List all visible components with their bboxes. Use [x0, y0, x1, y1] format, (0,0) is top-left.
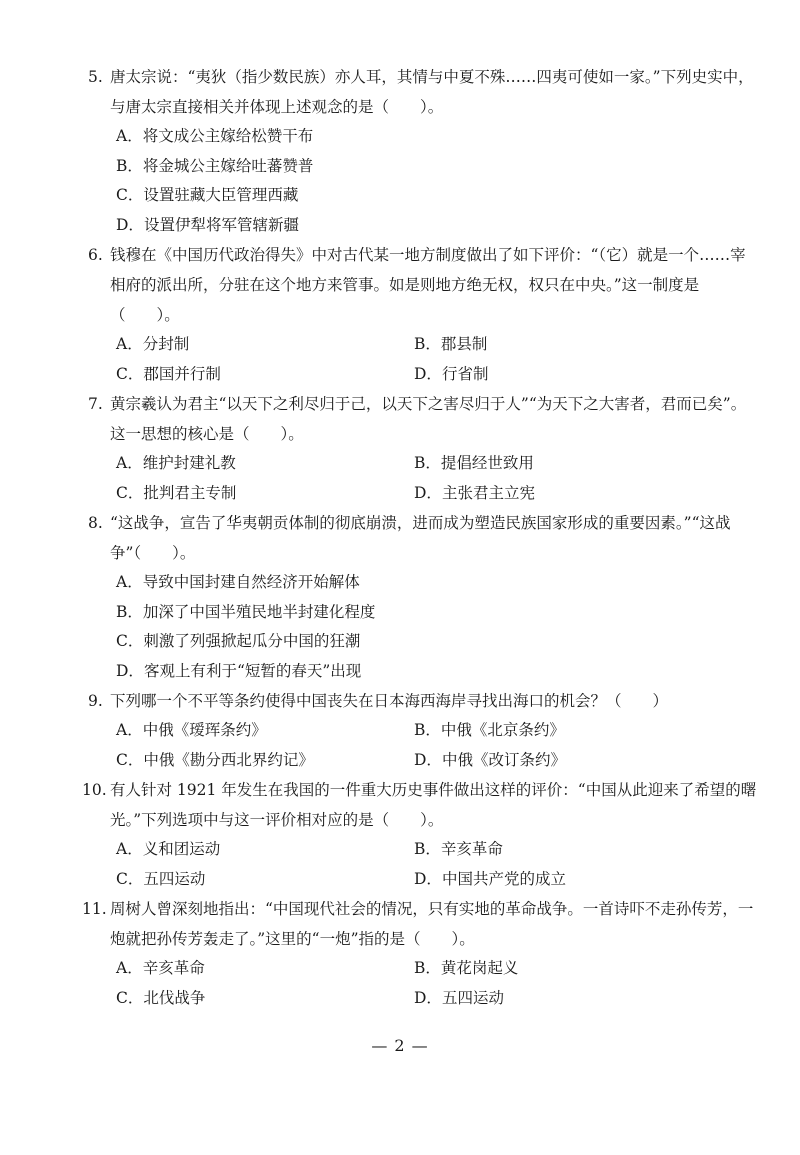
option-d — [116, 657, 758, 687]
option-text: 中俄《改订条约》 — [441, 750, 566, 769]
option-a — [116, 568, 758, 598]
option-text: 将金城公主嫁给吐蕃赞普 — [142, 156, 314, 175]
option-row — [116, 479, 758, 509]
option-row — [116, 211, 758, 241]
option-row — [116, 122, 758, 152]
question-stem — [88, 389, 758, 449]
option-text: 黄花岗起义 — [440, 959, 519, 977]
option-letter: C． — [116, 364, 144, 383]
option-row — [116, 657, 758, 687]
option-row — [116, 152, 758, 182]
option-letter: C． — [116, 869, 144, 888]
option-letter: D． — [116, 215, 144, 234]
option-b — [116, 152, 758, 182]
question-text: 唐太宗说：“夷狄（指少数民族）亦人耳，其情与中夏不殊……四夷可使如一家。”下列史实中，与唐太宗直接相关并体现上述观念的是（ ）。 — [110, 68, 754, 116]
option-text: 辛亥革命 — [440, 840, 503, 858]
option-text: 将文成公主嫁给松赞干布 — [142, 127, 314, 145]
option-row — [116, 360, 758, 390]
option-text: 提倡经世致用 — [440, 454, 534, 472]
option-letter: B． — [116, 602, 143, 621]
option-a — [116, 449, 414, 479]
question-item — [88, 389, 758, 508]
option-c — [116, 627, 758, 657]
option-d — [414, 479, 712, 509]
question-text: “这战争，宣告了华夷朝贡体制的彻底崩溃，进而成为塑造民族国家形成的重要因素。”“这战争”（ ）。 — [110, 514, 731, 562]
option-letter: A． — [116, 454, 143, 472]
option-b — [414, 835, 712, 865]
option-letter: B． — [414, 454, 441, 472]
option-c — [116, 865, 414, 895]
option-text: 中俄《北京条约》 — [440, 721, 565, 739]
option-group — [88, 449, 758, 508]
option-text: 行省制 — [441, 364, 489, 383]
question-stem — [88, 240, 758, 330]
question-stem — [82, 894, 758, 954]
option-row — [116, 865, 758, 895]
question-number: 5. — [88, 68, 103, 86]
option-row — [116, 984, 758, 1014]
option-text: 导致中国封建自然经济开始解体 — [142, 573, 360, 591]
option-row — [116, 330, 758, 360]
option-letter: D． — [414, 869, 442, 888]
option-d — [116, 211, 758, 241]
question-text: 黄宗羲认为君主“以天下之利尽归于己，以天下之害尽归于人”“为天下之大害者，君而已矣”。这一思想的核心是（ ）。 — [110, 395, 747, 443]
option-text: 客观上有利于“短暂的春天”出现 — [143, 661, 362, 680]
option-text: 郡国并行制 — [143, 364, 221, 383]
option-row — [116, 627, 758, 657]
question-text: 钱穆在《中国历代政治得失》中对古代某一地方制度做出了如下评价：“（它）就是一个……宰相府的派出所，分驻在这个地方来管事。如是则地方绝无权，权只在中央。”这一制度是（ ）。 — [110, 246, 746, 324]
option-c — [116, 181, 758, 211]
option-letter: A． — [116, 127, 143, 145]
option-row — [116, 716, 758, 746]
option-text: 五四运动 — [143, 869, 206, 888]
option-letter: C． — [116, 988, 144, 1007]
question-stem — [88, 686, 758, 716]
option-d — [414, 984, 712, 1014]
option-text: 中俄《勘分西北界约记》 — [143, 750, 314, 769]
option-letter: C． — [116, 483, 144, 502]
option-group — [88, 954, 758, 1013]
option-group — [88, 835, 758, 894]
option-row — [116, 181, 758, 211]
option-b — [414, 716, 712, 746]
option-text: 刺激了列强掀起瓜分中国的狂潮 — [143, 632, 361, 650]
option-letter: C． — [116, 750, 144, 769]
option-row — [116, 598, 758, 628]
option-text: 加深了中国半殖民地半封建化程度 — [142, 602, 376, 621]
option-c — [116, 984, 414, 1014]
option-text: 设置驻藏大臣管理西藏 — [143, 186, 299, 204]
option-d — [414, 360, 712, 390]
question-list — [82, 62, 758, 1013]
question-item — [82, 775, 758, 894]
page-number: — 2 — — [371, 1036, 429, 1055]
option-row — [116, 954, 758, 984]
option-text: 中俄《瑷珲条约》 — [142, 721, 267, 739]
option-text: 主张君主立宪 — [441, 483, 535, 502]
question-item — [88, 240, 758, 389]
option-group — [88, 330, 758, 389]
question-text: 下列哪一个不平等条约使得中国丧失在日本海西海岸寻找出海口的机会？（ ） — [110, 692, 669, 710]
option-letter: A． — [116, 840, 143, 858]
question-stem — [82, 775, 758, 835]
option-c — [116, 360, 414, 390]
option-b — [414, 449, 712, 479]
question-number: 6. — [88, 246, 103, 264]
question-number: 11. — [82, 900, 107, 918]
option-letter: A． — [116, 721, 143, 739]
option-letter: D． — [414, 483, 442, 502]
option-text: 分封制 — [142, 335, 190, 353]
option-group — [88, 716, 758, 775]
option-d — [414, 746, 712, 776]
option-letter: D． — [414, 988, 442, 1007]
question-stem — [88, 62, 758, 122]
question-item — [88, 508, 758, 686]
option-letter: C． — [116, 632, 144, 650]
question-number: 9. — [88, 692, 103, 710]
question-stem — [88, 508, 758, 568]
option-text: 批判君主专制 — [143, 483, 237, 502]
option-c — [116, 746, 414, 776]
option-a — [116, 122, 758, 152]
option-a — [116, 716, 414, 746]
option-letter: A． — [116, 959, 143, 977]
option-letter: C． — [116, 186, 144, 204]
question-text: 周树人曾深刻地指出：“中国现代社会的情况，只有实地的革命战争。一首诗吓不走孙传芳，一炮就把孙传芳轰走了。”这里的“一炮”指的是（ ）。 — [110, 900, 754, 948]
option-letter: B． — [414, 840, 441, 858]
question-item — [88, 686, 758, 775]
option-text: 义和团运动 — [142, 840, 221, 858]
question-item — [82, 894, 758, 1013]
option-group — [88, 122, 758, 240]
option-text: 郡县制 — [440, 335, 488, 353]
option-text: 维护封建礼教 — [142, 454, 236, 472]
option-text: 北伐战争 — [143, 988, 206, 1007]
option-row — [116, 449, 758, 479]
option-a — [116, 835, 414, 865]
option-a — [116, 954, 414, 984]
option-d — [414, 865, 712, 895]
option-text: 中国共产党的成立 — [441, 869, 566, 888]
option-group — [88, 568, 758, 686]
question-text: 有人针对 1921 年发生在我国的一件重大历史事件做出这样的评价：“中国从此迎来了希望的曙光。”下列选项中与这一评价相对应的是（ ）。 — [110, 781, 757, 829]
option-row — [116, 746, 758, 776]
option-b — [414, 954, 712, 984]
question-number: 8. — [88, 514, 103, 532]
option-c — [116, 479, 414, 509]
option-text: 五四运动 — [441, 988, 504, 1007]
option-b — [414, 330, 712, 360]
option-letter: B． — [414, 959, 441, 977]
question-number: 10. — [82, 781, 107, 799]
option-row — [116, 568, 758, 598]
option-a — [116, 330, 414, 360]
option-letter: D． — [414, 750, 442, 769]
option-row — [116, 835, 758, 865]
option-letter: A． — [116, 335, 143, 353]
question-number: 7. — [88, 395, 103, 413]
option-letter: B． — [116, 156, 143, 175]
option-letter: D． — [414, 364, 442, 383]
option-text: 设置伊犁将军管辖新疆 — [143, 215, 299, 234]
option-letter: A． — [116, 573, 143, 591]
option-b — [116, 598, 758, 628]
option-letter: B． — [414, 335, 441, 353]
option-text: 辛亥革命 — [142, 959, 205, 977]
question-item — [88, 62, 758, 240]
option-letter: B． — [414, 721, 441, 739]
option-letter: D． — [116, 661, 144, 680]
